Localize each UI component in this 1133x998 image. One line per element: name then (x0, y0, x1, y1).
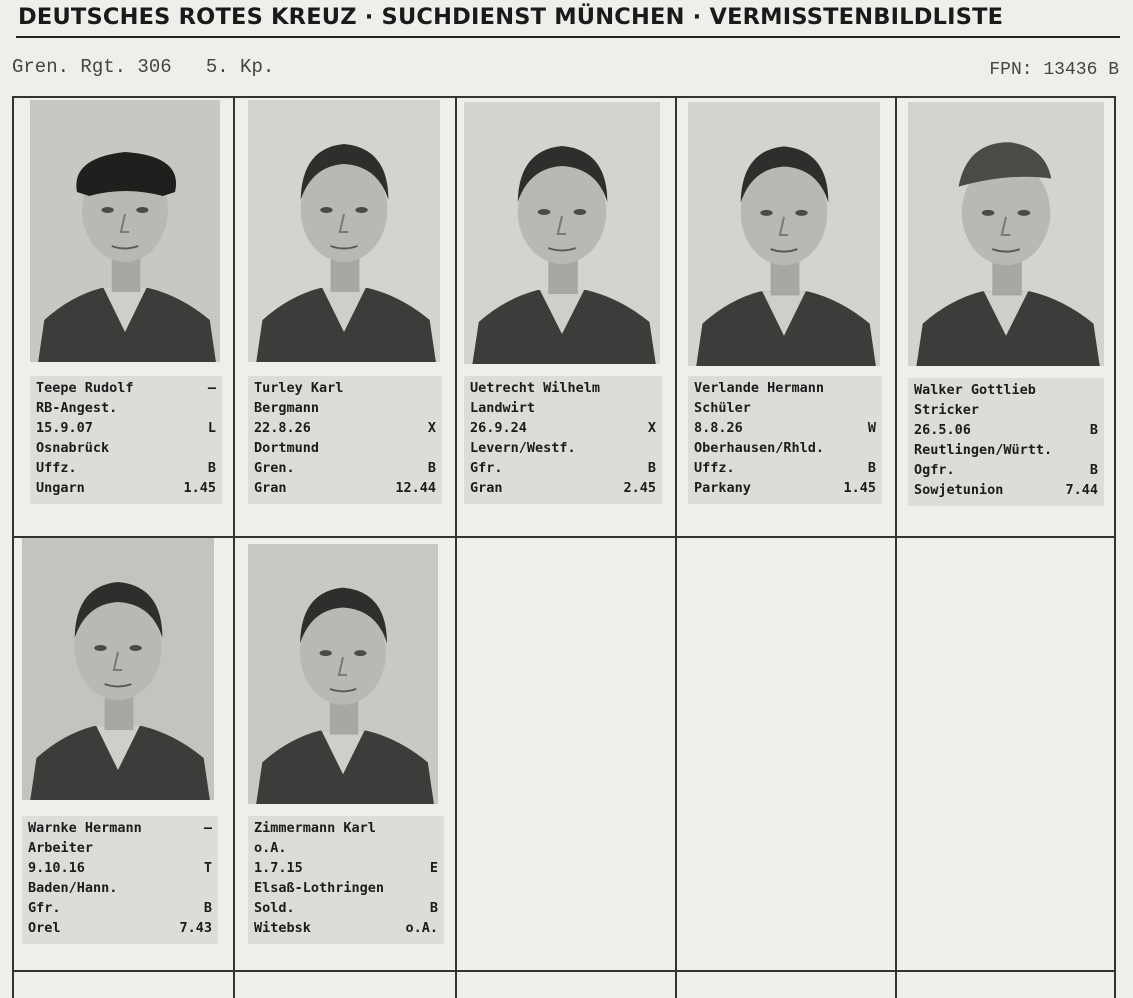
birth-date: 26.5.06 (914, 422, 971, 438)
birthplace: Osnabrück (36, 440, 110, 456)
portrait-photo (22, 538, 214, 800)
birthplace: Baden/Hann. (28, 880, 118, 896)
name-mark: – (207, 380, 216, 396)
person-name: Turley Karl (254, 380, 344, 396)
name-row (254, 380, 436, 400)
person-name: Walker Gottlieb (914, 382, 1036, 398)
portrait-photo (688, 102, 880, 366)
rank-row (914, 462, 1098, 482)
occupation-row (254, 400, 436, 420)
last-date: o.A. (405, 920, 438, 936)
name-row (694, 380, 876, 400)
birth-date-row (36, 420, 216, 440)
occupation: o.A. (254, 840, 287, 856)
rank-row (36, 460, 216, 480)
last-location: Gran (470, 480, 503, 496)
unit-label: Gren. Rgt. 306 5. Kp. (12, 56, 275, 78)
person-name: Warnke Hermann (28, 820, 142, 836)
occupation-row (28, 840, 212, 860)
birthplace-row (254, 440, 436, 460)
birthplace: Dortmund (254, 440, 320, 456)
portrait-image (22, 538, 214, 800)
birth-date-row (254, 420, 436, 440)
rank-row (28, 900, 212, 920)
person-details (908, 378, 1104, 506)
name-mark: – (203, 820, 212, 836)
portrait-photo (908, 102, 1104, 366)
last-seen-row (914, 482, 1098, 502)
title-underline (16, 36, 1120, 38)
rank-mark: B (429, 900, 438, 916)
portrait-photo (248, 544, 438, 804)
name-row (28, 820, 212, 840)
field-post-number: FPN: 13436 B (989, 60, 1119, 80)
birth-date-row (254, 860, 438, 880)
birthplace: Elsaß-Lothringen (254, 880, 385, 896)
birth-date: 26.9.24 (470, 420, 527, 436)
last-location: Ungarn (36, 480, 85, 496)
last-location: Parkany (694, 480, 751, 496)
rank-mark: B (203, 900, 212, 916)
occupation-row (36, 400, 216, 420)
birthplace: Levern/Westf. (470, 440, 576, 456)
last-seen-row (694, 480, 876, 500)
portrait-image (688, 102, 880, 366)
birthplace-row (28, 880, 212, 900)
last-date: 7.43 (179, 920, 212, 936)
person-details (688, 376, 882, 504)
birth-mark: X (647, 420, 656, 436)
birth-date-row (694, 420, 876, 440)
rank-mark: B (647, 460, 656, 476)
grid-row-divider (14, 970, 1114, 972)
rank: Gfr. (470, 460, 503, 476)
rank-row (470, 460, 656, 480)
rank: Gren. (254, 460, 295, 476)
birth-date: 1.7.15 (254, 860, 303, 876)
portrait-photo (464, 102, 660, 364)
last-seen-row (28, 920, 212, 940)
grid-column-divider (675, 98, 677, 998)
occupation-row (254, 840, 438, 860)
person-name: Teepe Rudolf (36, 380, 134, 396)
birthplace-row (36, 440, 216, 460)
birth-date-row (28, 860, 212, 880)
person-name: Zimmermann Karl (254, 820, 376, 836)
occupation: Landwirt (470, 400, 536, 416)
last-seen-row (254, 480, 436, 500)
grid-column-divider (455, 98, 457, 998)
birth-date-row (470, 420, 656, 440)
rank: Gfr. (28, 900, 61, 916)
birth-mark: W (867, 420, 876, 436)
occupation: Arbeiter (28, 840, 94, 856)
rank-mark: B (867, 460, 876, 476)
birth-date: 22.8.26 (254, 420, 311, 436)
occupation-row (470, 400, 656, 420)
portrait-photo (248, 100, 440, 362)
occupation: Bergmann (254, 400, 320, 416)
occupation: RB-Angest. (36, 400, 118, 416)
portrait-photo (30, 100, 220, 362)
grid-column-divider (895, 98, 897, 998)
birthplace: Oberhausen/Rhld. (694, 440, 825, 456)
birth-date-row (914, 422, 1098, 442)
name-row (254, 820, 438, 840)
rank-row (254, 900, 438, 920)
rank: Sold. (254, 900, 295, 916)
birth-date: 9.10.16 (28, 860, 85, 876)
last-date: 1.45 (183, 480, 216, 496)
last-location: Witebsk (254, 920, 311, 936)
page-title: DEUTSCHES ROTES KREUZ · SUCHDIENST MÜNCHEN · VERMISSTENBILDLISTE (18, 4, 1004, 30)
last-date: 1.45 (843, 480, 876, 496)
last-date: 12.44 (395, 480, 436, 496)
person-details (248, 816, 444, 944)
name-row (914, 382, 1098, 402)
birthplace-row (694, 440, 876, 460)
last-date: 7.44 (1065, 482, 1098, 498)
person-details (30, 376, 222, 504)
rank-mark: B (1089, 462, 1098, 478)
rank: Uffz. (36, 460, 77, 476)
grid-column-divider (233, 98, 235, 998)
birth-mark: B (1089, 422, 1098, 438)
last-seen-row (254, 920, 438, 940)
portrait-image (248, 544, 438, 804)
birth-date: 8.8.26 (694, 420, 743, 436)
name-row (470, 380, 656, 400)
birthplace-row (254, 880, 438, 900)
rank-mark: B (427, 460, 436, 476)
last-location: Orel (28, 920, 61, 936)
birth-mark: L (207, 420, 216, 436)
birth-mark: E (429, 860, 438, 876)
rank-mark: B (207, 460, 216, 476)
occupation: Stricker (914, 402, 980, 418)
birth-mark: X (427, 420, 436, 436)
portrait-image (908, 102, 1104, 366)
last-location: Gran (254, 480, 287, 496)
rank-row (254, 460, 436, 480)
person-details (464, 376, 662, 504)
birthplace: Reutlingen/Württ. (914, 442, 1053, 458)
rank: Ogfr. (914, 462, 955, 478)
person-details (22, 816, 218, 944)
name-row (36, 380, 216, 400)
birthplace-row (914, 442, 1098, 462)
portrait-image (30, 100, 220, 362)
birthplace-row (470, 440, 656, 460)
rank: Uffz. (694, 460, 735, 476)
birth-mark: T (203, 860, 212, 876)
occupation: Schüler (694, 400, 751, 416)
last-date: 2.45 (623, 480, 656, 496)
occupation-row (914, 402, 1098, 422)
last-location: Sowjetunion (914, 482, 1004, 498)
occupation-row (694, 400, 876, 420)
birth-date: 15.9.07 (36, 420, 93, 436)
last-seen-row (470, 480, 656, 500)
portrait-image (248, 100, 440, 362)
person-name: Uetrecht Wilhelm (470, 380, 601, 396)
portrait-image (464, 102, 660, 364)
last-seen-row (36, 480, 216, 500)
rank-row (694, 460, 876, 480)
person-name: Verlande Hermann (694, 380, 825, 396)
person-details (248, 376, 442, 504)
